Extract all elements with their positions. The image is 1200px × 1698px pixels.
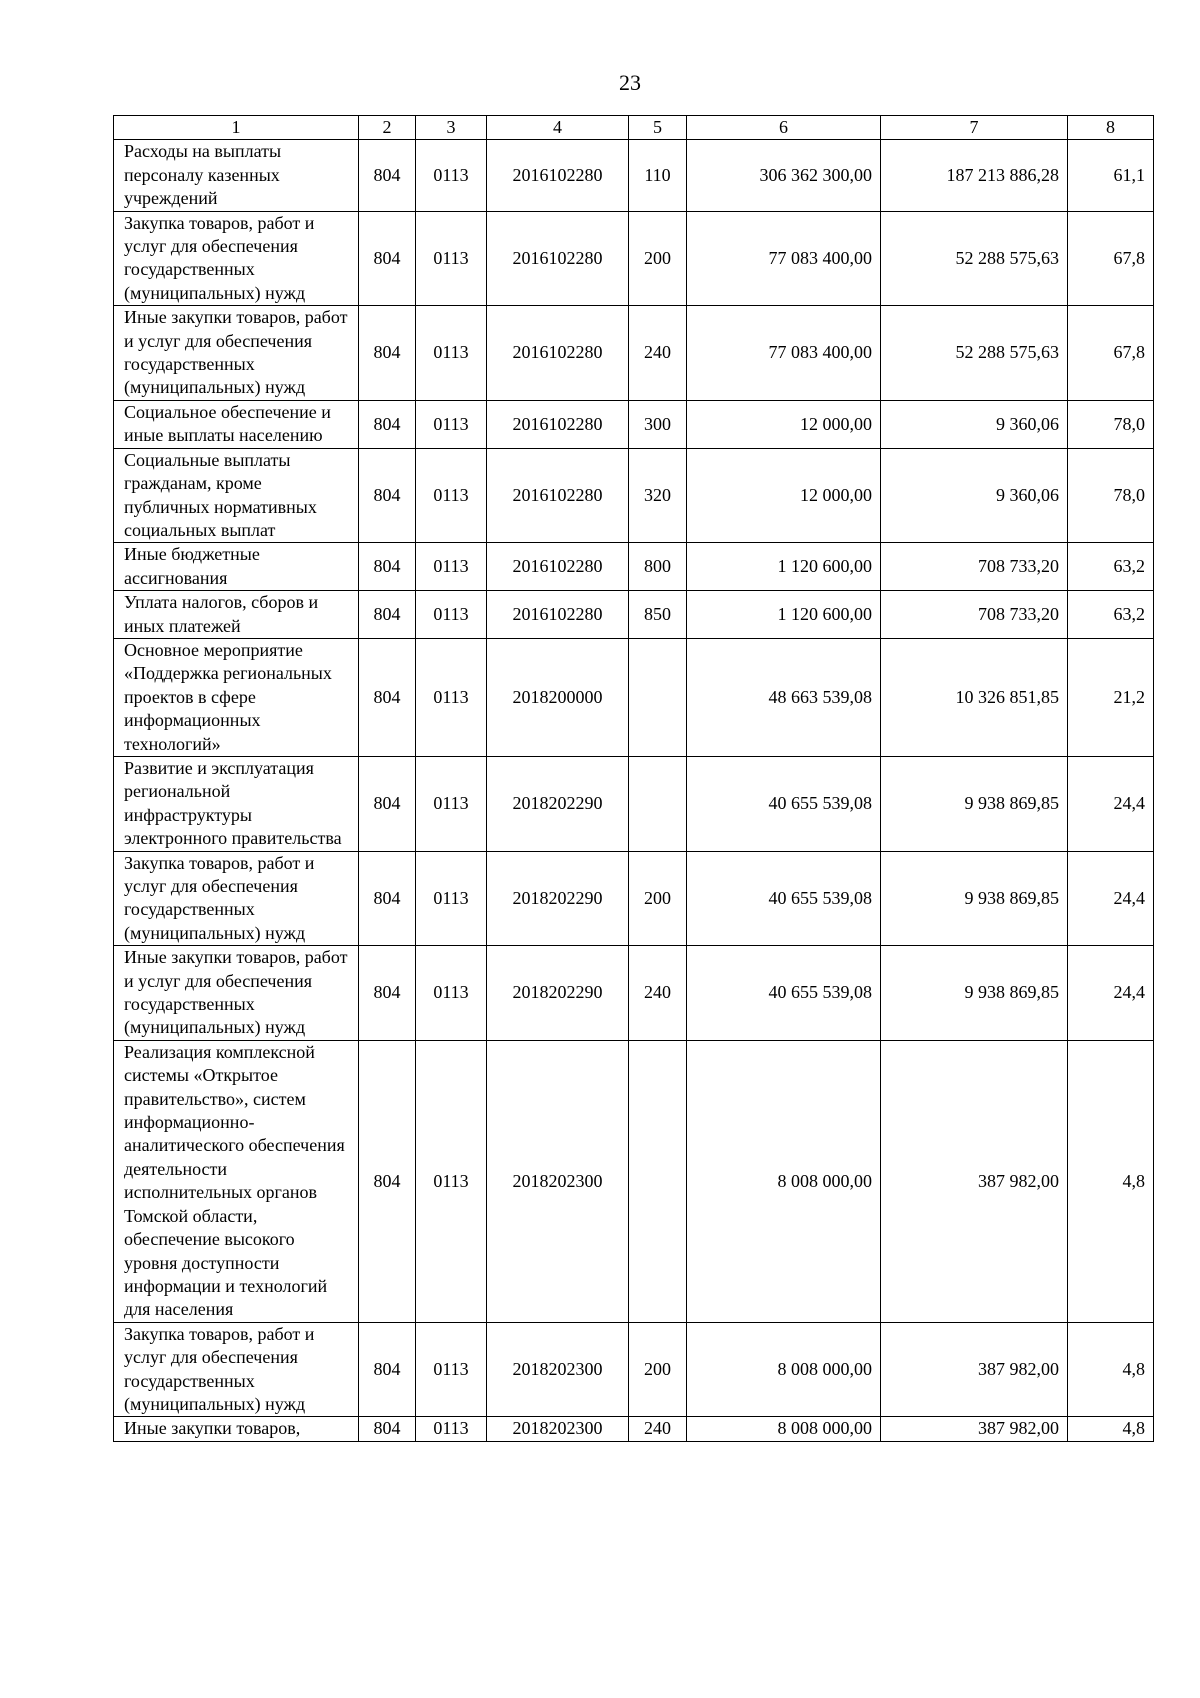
target-article-code: 2016102280: [487, 591, 629, 639]
expense-type-code: 320: [629, 448, 687, 543]
expense-description: Закупка товаров, работ и услуг для обеспечения государственных (муниципальных) нужд: [114, 851, 359, 946]
execution-percent: 78,0: [1068, 400, 1154, 448]
target-article-code: 2016102280: [487, 400, 629, 448]
expense-type-code: 240: [629, 1417, 687, 1441]
execution-percent: 24,4: [1068, 946, 1154, 1041]
execution-percent: 78,0: [1068, 448, 1154, 543]
planned-amount: 1 120 600,00: [687, 591, 881, 639]
expense-type-code: 110: [629, 140, 687, 211]
planned-amount: 48 663 539,08: [687, 638, 881, 756]
section-code: 0113: [416, 448, 487, 543]
expense-type-code: 850: [629, 591, 687, 639]
executed-amount: 708 733,20: [881, 591, 1068, 639]
planned-amount: 40 655 539,08: [687, 756, 881, 851]
expense-description: Иные закупки товаров, работ и услуг для обеспечения государственных (муниципальных) нужд: [114, 946, 359, 1041]
expense-type-code: [629, 756, 687, 851]
ministry-code: 804: [359, 543, 416, 591]
section-code: 0113: [416, 306, 487, 401]
executed-amount: 708 733,20: [881, 543, 1068, 591]
section-code: 0113: [416, 1040, 487, 1322]
section-code: 0113: [416, 756, 487, 851]
column-header: 5: [629, 116, 687, 140]
expense-type-code: [629, 1040, 687, 1322]
execution-percent: 4,8: [1068, 1040, 1154, 1322]
expense-description: Социальное обеспечение и иные выплаты населению: [114, 400, 359, 448]
executed-amount: 387 982,00: [881, 1322, 1068, 1417]
planned-amount: 40 655 539,08: [687, 851, 881, 946]
ministry-code: 804: [359, 591, 416, 639]
executed-amount: 9 360,06: [881, 400, 1068, 448]
target-article-code: 2018202290: [487, 851, 629, 946]
section-code: 0113: [416, 591, 487, 639]
table-row: [114, 638, 1154, 756]
column-header: 6: [687, 116, 881, 140]
ministry-code: 804: [359, 638, 416, 756]
planned-amount: 12 000,00: [687, 448, 881, 543]
ministry-code: 804: [359, 140, 416, 211]
planned-amount: 8 008 000,00: [687, 1417, 881, 1441]
column-header: 8: [1068, 116, 1154, 140]
planned-amount: 40 655 539,08: [687, 946, 881, 1041]
column-header: 1: [114, 116, 359, 140]
table-row: [114, 543, 1154, 591]
section-code: 0113: [416, 140, 487, 211]
table-row: [114, 1322, 1154, 1417]
execution-percent: 61,1: [1068, 140, 1154, 211]
execution-percent: 63,2: [1068, 543, 1154, 591]
table-header-row: [114, 116, 1154, 140]
table-row: [114, 400, 1154, 448]
table-row: [114, 448, 1154, 543]
budget-table: [113, 115, 1154, 1442]
execution-percent: 24,4: [1068, 756, 1154, 851]
planned-amount: 12 000,00: [687, 400, 881, 448]
executed-amount: 187 213 886,28: [881, 140, 1068, 211]
table-row: [114, 851, 1154, 946]
section-code: 0113: [416, 1322, 487, 1417]
execution-percent: 63,2: [1068, 591, 1154, 639]
ministry-code: 804: [359, 400, 416, 448]
ministry-code: 804: [359, 851, 416, 946]
expense-type-code: 800: [629, 543, 687, 591]
executed-amount: 52 288 575,63: [881, 306, 1068, 401]
executed-amount: 52 288 575,63: [881, 211, 1068, 306]
executed-amount: 9 360,06: [881, 448, 1068, 543]
section-code: 0113: [416, 638, 487, 756]
column-header: 7: [881, 116, 1068, 140]
table-row: [114, 140, 1154, 211]
execution-percent: 4,8: [1068, 1417, 1154, 1441]
target-article-code: 2018200000: [487, 638, 629, 756]
expense-type-code: [629, 638, 687, 756]
target-article-code: 2018202290: [487, 756, 629, 851]
ministry-code: 804: [359, 211, 416, 306]
executed-amount: 10 326 851,85: [881, 638, 1068, 756]
column-header: 3: [416, 116, 487, 140]
target-article-code: 2018202300: [487, 1040, 629, 1322]
expense-description: Иные закупки товаров, работ и услуг для обеспечения государственных (муниципальных) нужд: [114, 306, 359, 401]
target-article-code: 2016102280: [487, 306, 629, 401]
planned-amount: 77 083 400,00: [687, 306, 881, 401]
expense-description: Развитие и эксплуатация региональной инфраструктуры электронного правительства: [114, 756, 359, 851]
planned-amount: 306 362 300,00: [687, 140, 881, 211]
section-code: 0113: [416, 946, 487, 1041]
expense-type-code: 200: [629, 851, 687, 946]
expense-type-code: 240: [629, 306, 687, 401]
expense-type-code: 240: [629, 946, 687, 1041]
table-row: [114, 306, 1154, 401]
table-row: [114, 1040, 1154, 1322]
target-article-code: 2016102280: [487, 211, 629, 306]
planned-amount: 8 008 000,00: [687, 1040, 881, 1322]
column-header: 2: [359, 116, 416, 140]
table-row: [114, 591, 1154, 639]
section-code: 0113: [416, 400, 487, 448]
target-article-code: 2016102280: [487, 543, 629, 591]
section-code: 0113: [416, 211, 487, 306]
target-article-code: 2018202300: [487, 1322, 629, 1417]
target-article-code: 2018202290: [487, 946, 629, 1041]
target-article-code: 2016102280: [487, 140, 629, 211]
expense-description: Расходы на выплаты персоналу казенных учреждений: [114, 140, 359, 211]
planned-amount: 8 008 000,00: [687, 1322, 881, 1417]
expense-type-code: 300: [629, 400, 687, 448]
executed-amount: 9 938 869,85: [881, 851, 1068, 946]
planned-amount: 1 120 600,00: [687, 543, 881, 591]
execution-percent: 67,8: [1068, 211, 1154, 306]
expense-description: Закупка товаров, работ и услуг для обеспечения государственных (муниципальных) нужд: [114, 1322, 359, 1417]
page-number: 23: [619, 70, 641, 95]
table-row: [114, 1417, 1154, 1441]
column-header: 4: [487, 116, 629, 140]
expense-description: Социальные выплаты гражданам, кроме публичных нормативных социальных выплат: [114, 448, 359, 543]
executed-amount: 387 982,00: [881, 1417, 1068, 1441]
section-code: 0113: [416, 543, 487, 591]
ministry-code: 804: [359, 448, 416, 543]
ministry-code: 804: [359, 306, 416, 401]
expense-type-code: 200: [629, 211, 687, 306]
ministry-code: 804: [359, 1322, 416, 1417]
ministry-code: 804: [359, 1417, 416, 1441]
execution-percent: 4,8: [1068, 1322, 1154, 1417]
expense-description: Иные бюджетные ассигнования: [114, 543, 359, 591]
execution-percent: 21,2: [1068, 638, 1154, 756]
expense-description: Закупка товаров, работ и услуг для обеспечения государственных (муниципальных) нужд: [114, 211, 359, 306]
expense-description: Реализация комплексной системы «Открытое правительство», систем информационно-аналитического обеспечения деятельности исполнительных органов Томской области, обеспечение высокого уровня доступности информации и технологий для населения: [114, 1040, 359, 1322]
expense-type-code: 200: [629, 1322, 687, 1417]
target-article-code: 2016102280: [487, 448, 629, 543]
expense-description: Основное мероприятие «Поддержка региональных проектов в сфере информационных технологий»: [114, 638, 359, 756]
executed-amount: 9 938 869,85: [881, 946, 1068, 1041]
section-code: 0113: [416, 1417, 487, 1441]
table-row: [114, 211, 1154, 306]
execution-percent: 24,4: [1068, 851, 1154, 946]
section-code: 0113: [416, 851, 487, 946]
expense-description: Уплата налогов, сборов и иных платежей: [114, 591, 359, 639]
executed-amount: 387 982,00: [881, 1040, 1068, 1322]
ministry-code: 804: [359, 756, 416, 851]
execution-percent: 67,8: [1068, 306, 1154, 401]
executed-amount: 9 938 869,85: [881, 756, 1068, 851]
target-article-code: 2018202300: [487, 1417, 629, 1441]
table-row: [114, 756, 1154, 851]
planned-amount: 77 083 400,00: [687, 211, 881, 306]
ministry-code: 804: [359, 1040, 416, 1322]
expense-description: Иные закупки товаров,: [114, 1417, 359, 1441]
table-row: [114, 946, 1154, 1041]
ministry-code: 804: [359, 946, 416, 1041]
